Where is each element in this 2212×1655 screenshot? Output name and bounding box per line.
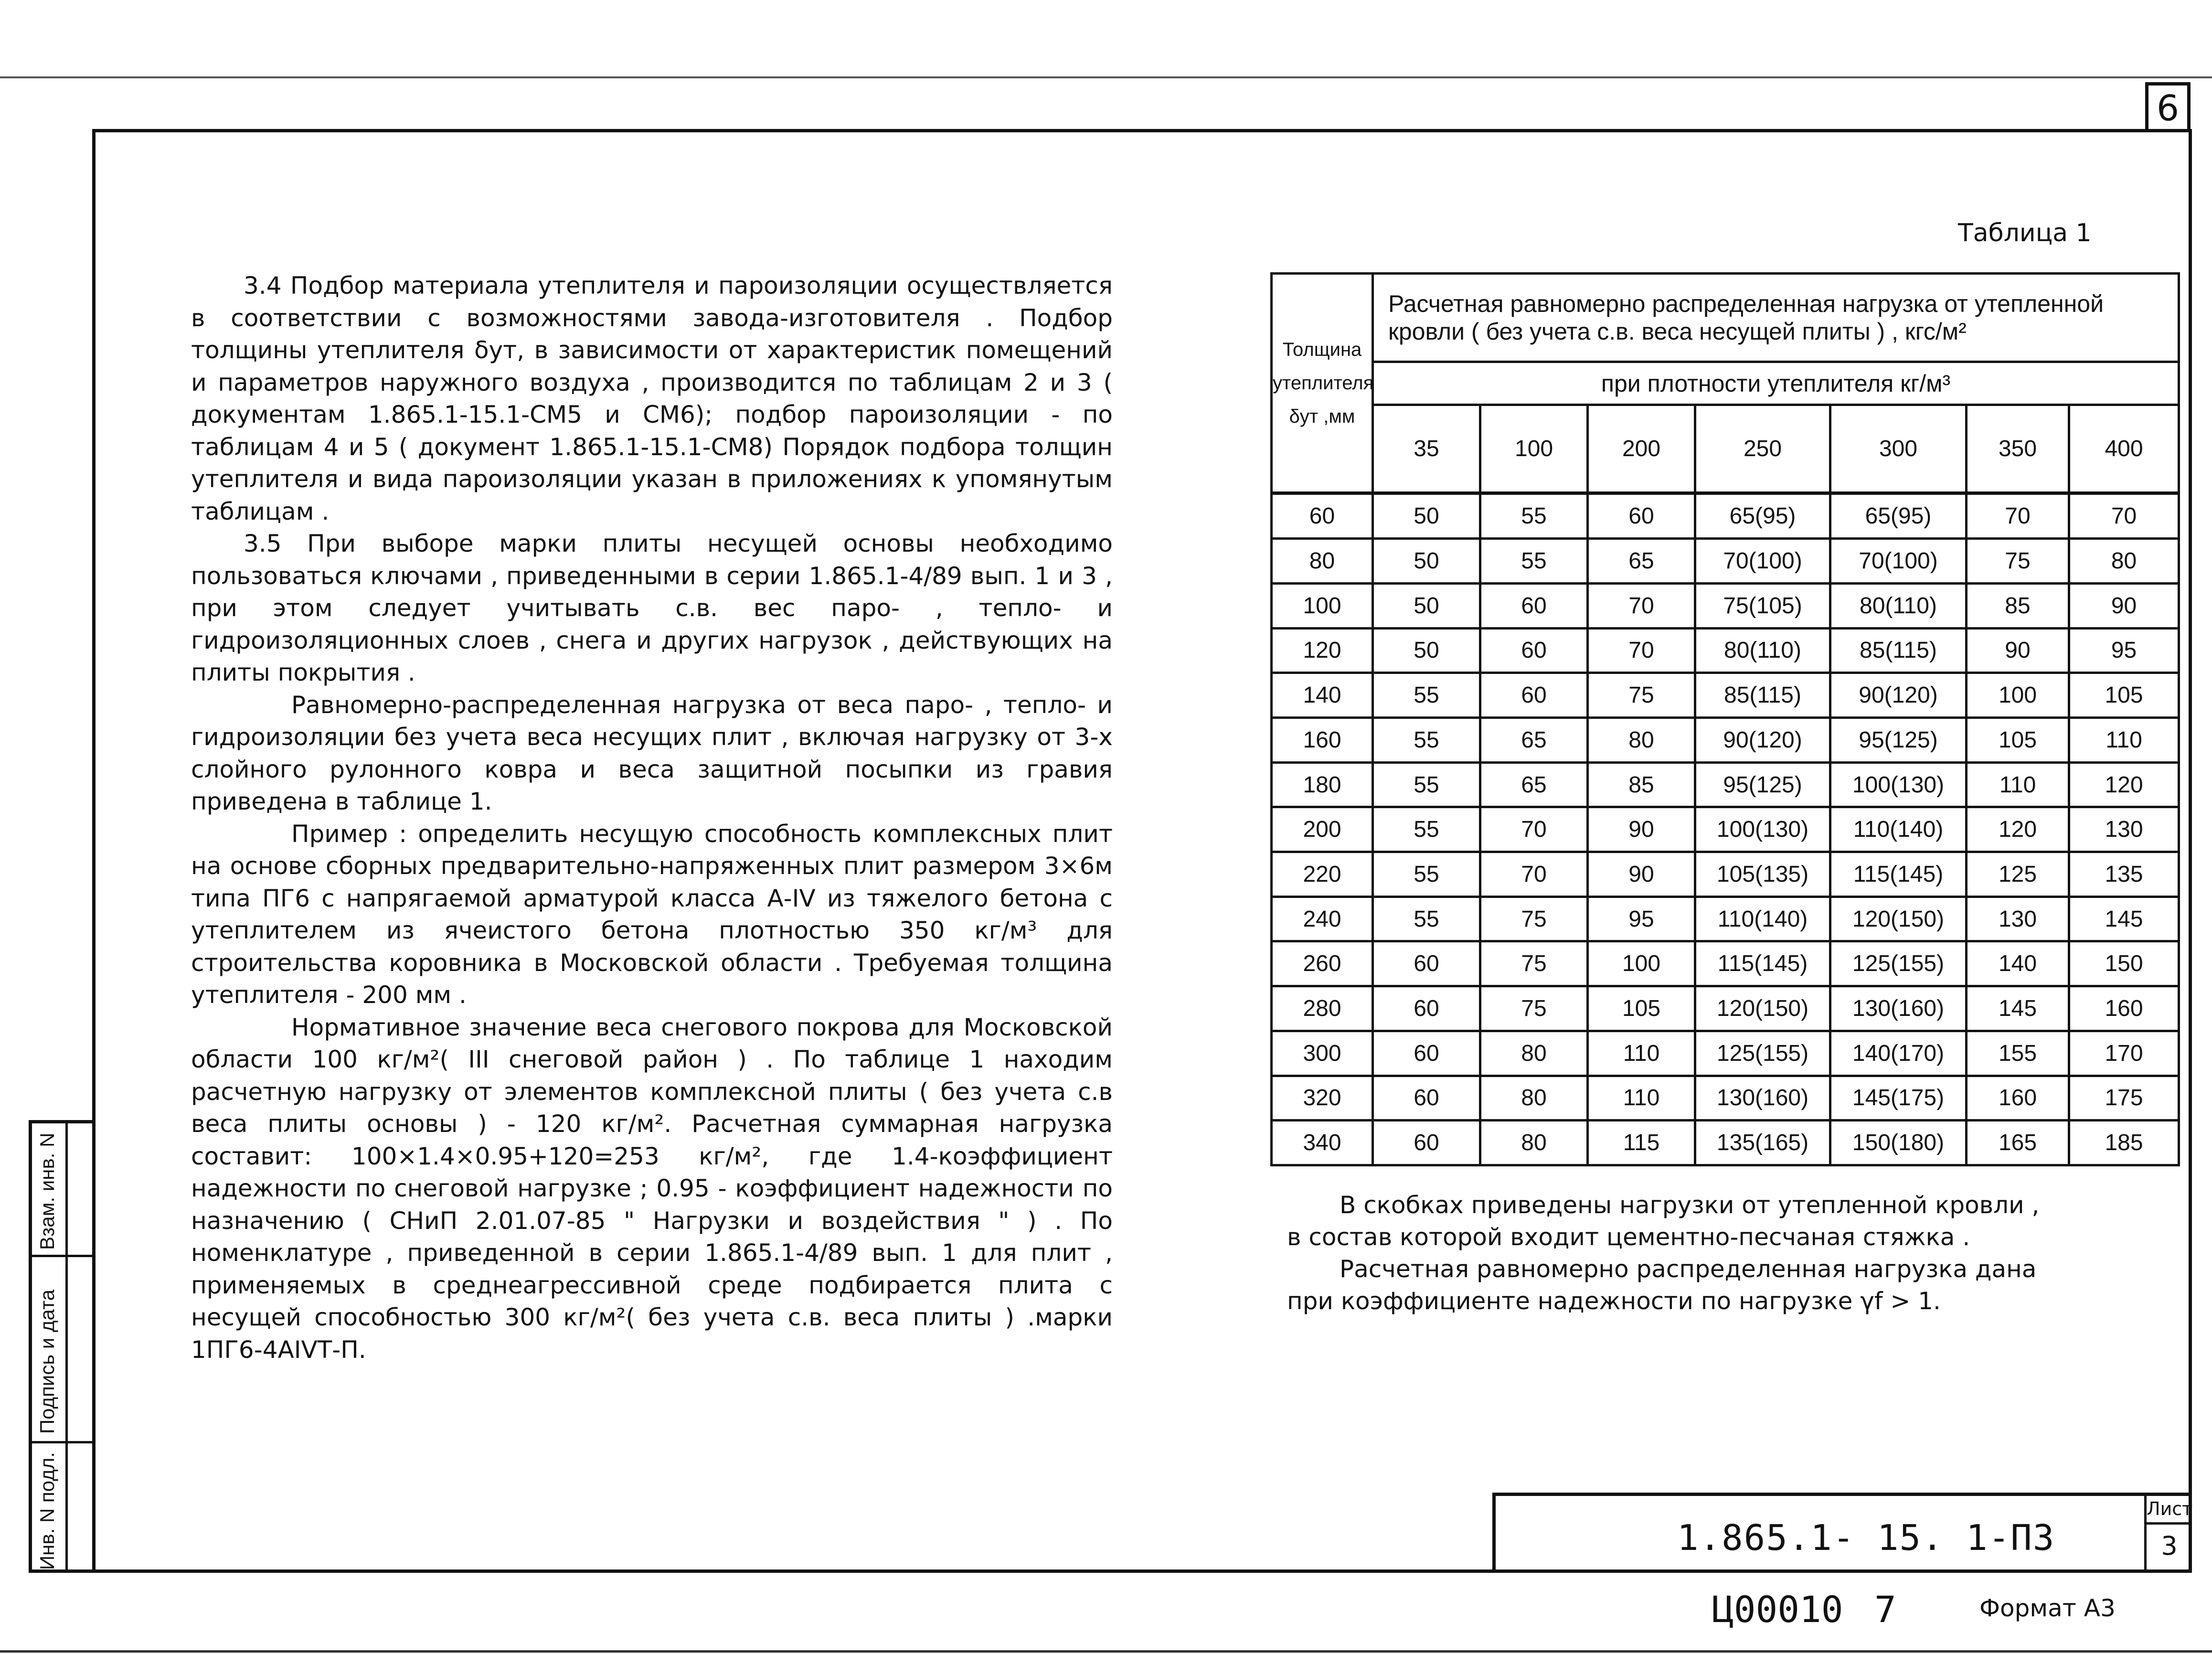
load-cell: 105	[1588, 986, 1695, 1031]
load-cell: 60	[1480, 583, 1588, 628]
table-row	[1272, 539, 2179, 584]
load-cell: 70	[1480, 807, 1588, 852]
bottom-page-number: 7	[1874, 1588, 1896, 1631]
load-cell: 85(115)	[1830, 628, 1967, 673]
density-cell: 400	[2069, 405, 2179, 493]
load-cell: 80(110)	[1830, 583, 1967, 628]
table-row	[1272, 628, 2179, 673]
load-cell: 110(140)	[1695, 897, 1830, 941]
paragraph-snow: Нормативное значение веса снегового покрова для Московской области 100 кг/м²( III снеговой район ) . По таблице 1 находим расчетную нагрузку от элементов комплексной плиты ( без учета с.в веса плиты основы ) - 120 кг/м². Расчетная суммарная нагрузка составит: 100×1.4×0.95+120=253 кг/м², где 1.4-коэффициент надежности по снеговой нагрузке ; 0.95 - коэффициент надежности по назначению ( СНиП 2.01.07-85 " Нагрузки и воздействия " ) . По номенклатуре , приведенной в серии 1.865.1-4/89 вып. 1 для плит , применяемых в среднеагрессивной среде подбирается плита с несущей способностью 300 кг/м²( без учета с.в. веса плиты ) .марки 1ПГ6-4АIVТ-П.	[191, 1013, 1113, 1364]
note-reliability: Расчетная равномерно распределенная нагрузка дана при коэффициенте надежности по нагрузке γf > 1.	[1287, 1255, 2037, 1315]
load-cell: 100(130)	[1695, 807, 1830, 852]
load-cell: 155	[1967, 1031, 2069, 1076]
load-cell: 60	[1480, 673, 1588, 718]
load-cell: 75	[1967, 539, 2069, 584]
paragraph-load: Равномерно-распределенная нагрузка от веса паро- , тепло- и гидроизоляции без учета веса несущих плит , включая нагрузку от 3-х слойного рулонного ковра и веса защитной посыпки из гравия приведена в таблице 1.	[191, 691, 1113, 815]
thickness-cell: 140	[1272, 673, 1373, 718]
thickness-cell: 220	[1272, 852, 1373, 897]
thickness-cell: 280	[1272, 986, 1373, 1031]
top-border-line	[0, 76, 2212, 78]
load-table	[1270, 272, 2180, 1166]
thickness-cell: 300	[1272, 1031, 1373, 1076]
load-cell: 65	[1480, 762, 1588, 807]
density-cell: 300	[1830, 405, 1967, 493]
load-cell: 70	[1588, 583, 1695, 628]
load-cell: 100	[1588, 941, 1695, 986]
load-cell: 110	[1588, 1076, 1695, 1121]
load-cell: 85	[1967, 583, 2069, 628]
load-cell: 90	[1967, 628, 2069, 673]
inv-orig-label: Инв. N подл.	[36, 1452, 58, 1570]
load-cell: 60	[1373, 1031, 1480, 1076]
table-row	[1272, 807, 2179, 852]
load-cell: 70(100)	[1695, 539, 1830, 584]
table-row	[1272, 1031, 2179, 1076]
table-row	[1272, 762, 2179, 807]
load-cell: 135	[2069, 852, 2179, 897]
density-cell: 250	[1695, 405, 1830, 493]
load-cell: 50	[1373, 493, 1480, 539]
load-cell: 60	[1373, 986, 1480, 1031]
bottom-border-line	[0, 1650, 2212, 1653]
table-row	[1272, 852, 2179, 897]
load-cell: 70	[1967, 493, 2069, 539]
load-cell: 130	[1967, 897, 2069, 941]
load-cell: 50	[1373, 583, 1480, 628]
load-cell: 130(160)	[1830, 986, 1967, 1031]
load-cell: 145	[2069, 897, 2179, 941]
signature-date-label: Подпись и дата	[36, 1289, 58, 1434]
thickness-cell: 60	[1272, 493, 1373, 539]
load-cell: 50	[1373, 628, 1480, 673]
sheet-box	[2144, 1496, 2192, 1573]
load-cell: 90(120)	[1830, 673, 1967, 718]
thickness-cell: 100	[1272, 583, 1373, 628]
thickness-cell: 120	[1272, 628, 1373, 673]
load-cell: 105	[1967, 718, 2069, 763]
paragraph-example: Пример : определить несущую способность комплексных плит на основе сборных предварительно-напряженных плит размером 3×6м типа ПГ6 с напрягаемой арматурой класса А-IV из тяжелого бетона с утеплителем из ячеистого бетона плотностью 350 кг/м³ для строительства коровника в Московской области . Требуемая толщина утеплителя - 200 мм .	[191, 820, 1113, 1009]
load-cell: 175	[2069, 1076, 2179, 1121]
thickness-header-line: Толщина	[1282, 339, 1362, 360]
load-header: Расчетная равномерно распределенная нагрузка от утепленной кровли ( без учета с.в. веса несущей плиты ) , кгс/м²	[1373, 274, 2179, 362]
thickness-cell: 260	[1272, 941, 1373, 986]
table-notes	[1287, 1189, 2061, 1317]
load-cell: 80	[2069, 539, 2179, 584]
density-cell: 350	[1967, 405, 2069, 493]
load-cell: 140	[1967, 941, 2069, 986]
load-cell: 60	[1588, 493, 1695, 539]
load-cell: 70	[1588, 628, 1695, 673]
thickness-cell: 180	[1272, 762, 1373, 807]
table-row	[1272, 1076, 2179, 1121]
table-caption: Таблица 1	[1958, 219, 2092, 247]
density-cell: 35	[1373, 405, 1480, 493]
thickness-cell: 340	[1272, 1121, 1373, 1165]
load-cell: 115(145)	[1830, 852, 1967, 897]
load-cell: 90(120)	[1695, 718, 1830, 763]
load-cell: 80	[1588, 718, 1695, 763]
density-cell: 100	[1480, 405, 1588, 493]
load-cell: 60	[1373, 1076, 1480, 1121]
table-row	[1272, 583, 2179, 628]
load-cell: 85(115)	[1695, 673, 1830, 718]
density-cell: 200	[1588, 405, 1695, 493]
load-cell: 150	[2069, 941, 2179, 986]
load-cell: 80	[1480, 1121, 1588, 1165]
load-cell: 70	[1480, 852, 1588, 897]
title-block	[1492, 1493, 2192, 1573]
load-cell: 120(150)	[1695, 986, 1830, 1031]
load-cell: 90	[2069, 583, 2179, 628]
load-cell: 125(155)	[1695, 1031, 1830, 1076]
load-cell: 140(170)	[1830, 1031, 1967, 1076]
load-cell: 60	[1373, 1121, 1480, 1165]
corner-page-number: 6	[2145, 82, 2191, 130]
load-cell: 125(155)	[1830, 941, 1967, 986]
load-cell: 75	[1480, 897, 1588, 941]
load-cell: 55	[1480, 493, 1588, 539]
table-row	[1272, 718, 2179, 763]
table-row	[1272, 986, 2179, 1031]
load-cell: 110	[1588, 1031, 1695, 1076]
explanatory-text	[191, 270, 1113, 1366]
load-cell: 110	[1967, 762, 2069, 807]
load-cell: 110(140)	[1830, 807, 1967, 852]
load-cell: 160	[1967, 1076, 2069, 1121]
archive-ref: Ц00010	[1712, 1588, 1843, 1631]
paragraph-3-4: 3.4 Подбор материала утеплителя и пароизоляции осуществляется в соответствии с возможностями завода-изготовителя . Подбор толщины утеплителя δут, в зависимости от характеристик помещений и параметров наружного воздуха , производится по таблицам 2 и 3 ( документам 1.865.1-15.1-СМ5 и СМ6); подбор пароизоляции - по таблицам 4 и 5 ( документ 1.865.1-15.1-СМ8) Порядок подбора толщин утеплителя и вида пароизоляции указан в приложениях к упомянутым таблицам .	[191, 272, 1113, 525]
load-cell: 100(130)	[1830, 762, 1967, 807]
load-cell: 120(150)	[1830, 897, 1967, 941]
table-row	[1272, 941, 2179, 986]
thickness-cell: 80	[1272, 539, 1373, 584]
sheet-number: 3	[2161, 1531, 2178, 1561]
load-cell: 120	[1967, 807, 2069, 852]
load-cell: 130(160)	[1695, 1076, 1830, 1121]
load-cell: 145(175)	[1830, 1076, 1967, 1121]
load-cell: 165	[1967, 1121, 2069, 1165]
load-cell: 110	[2069, 718, 2179, 763]
density-header: при плотности утеплителя кг/м³	[1373, 362, 2179, 405]
format-label: Формат А3	[1979, 1594, 2116, 1622]
load-cell: 55	[1373, 673, 1480, 718]
load-cell: 150(180)	[1830, 1121, 1967, 1165]
thickness-cell: 240	[1272, 897, 1373, 941]
load-cell: 95(125)	[1695, 762, 1830, 807]
table-row	[1272, 897, 2179, 941]
table-row	[1272, 1121, 2179, 1165]
load-cell: 55	[1480, 539, 1588, 584]
replace-inv-label: Взам. инв. N	[36, 1132, 58, 1250]
side-stamp	[29, 1120, 96, 1573]
load-cell: 135(165)	[1695, 1121, 1830, 1165]
load-cell: 55	[1373, 807, 1480, 852]
load-cell: 90	[1588, 852, 1695, 897]
load-cell: 125	[1967, 852, 2069, 897]
load-cell: 65(95)	[1695, 493, 1830, 539]
load-cell: 70(100)	[1830, 539, 1967, 584]
sheet-label: Лист	[2147, 1496, 2192, 1525]
load-cell: 55	[1373, 762, 1480, 807]
side-stamp-divider	[32, 1441, 92, 1443]
load-cell: 55	[1373, 897, 1480, 941]
load-cell: 85	[1588, 762, 1695, 807]
load-cell: 75	[1588, 673, 1695, 718]
load-cell: 170	[2069, 1031, 2179, 1076]
thickness-cell: 200	[1272, 807, 1373, 852]
load-cell: 60	[1480, 628, 1588, 673]
load-cell: 105(135)	[1695, 852, 1830, 897]
side-stamp-divider	[32, 1255, 92, 1257]
load-cell: 160	[2069, 986, 2179, 1031]
load-cell: 130	[2069, 807, 2179, 852]
load-cell: 90	[1588, 807, 1695, 852]
table-row	[1272, 673, 2179, 718]
load-cell: 105	[2069, 673, 2179, 718]
load-cell: 75(105)	[1695, 583, 1830, 628]
load-cell: 65	[1588, 539, 1695, 584]
thickness-cell: 320	[1272, 1076, 1373, 1121]
load-cell: 80	[1480, 1076, 1588, 1121]
load-cell: 115	[1588, 1121, 1695, 1165]
note-brackets: В скобках приведены нагрузки от утепленной кровли , в состав которой входит цементно-песчаная стяжка .	[1287, 1191, 2040, 1251]
load-cell: 65	[1480, 718, 1588, 763]
thickness-cell: 160	[1272, 718, 1373, 763]
load-cell: 75	[1480, 986, 1588, 1031]
load-cell: 80	[1480, 1031, 1588, 1076]
load-cell: 100	[1967, 673, 2069, 718]
load-cell: 65(95)	[1830, 493, 1967, 539]
load-cell: 95(125)	[1830, 718, 1967, 763]
thickness-header	[1272, 274, 1373, 493]
load-cell: 95	[2069, 628, 2179, 673]
load-cell: 145	[1967, 986, 2069, 1031]
load-cell: 55	[1373, 718, 1480, 763]
thickness-header-line: утеплителя	[1273, 373, 1374, 394]
load-cell: 120	[2069, 762, 2179, 807]
paragraph-3-5: 3.5 При выборе марки плиты несущей основы необходимо пользоваться ключами , приведенными в серии 1.865.1-4/89 вып. 1 и 3 , при этом следует учитывать с.в. вес паро- , тепло- и гидроизоляционных слоев , снега и других нагрузок , действующих на плиты покрытия .	[191, 530, 1113, 686]
load-cell: 60	[1373, 941, 1480, 986]
load-cell: 95	[1588, 897, 1695, 941]
table-row	[1272, 493, 2179, 539]
load-cell: 70	[2069, 493, 2179, 539]
load-cell: 185	[2069, 1121, 2179, 1165]
load-cell: 115(145)	[1695, 941, 1830, 986]
thickness-header-line: δут ,мм	[1289, 406, 1355, 427]
load-cell: 55	[1373, 852, 1480, 897]
load-cell: 80(110)	[1695, 628, 1830, 673]
load-cell: 75	[1480, 941, 1588, 986]
document-code: 1.865.1- 15. 1-П3	[1677, 1517, 2055, 1559]
load-cell: 50	[1373, 539, 1480, 584]
